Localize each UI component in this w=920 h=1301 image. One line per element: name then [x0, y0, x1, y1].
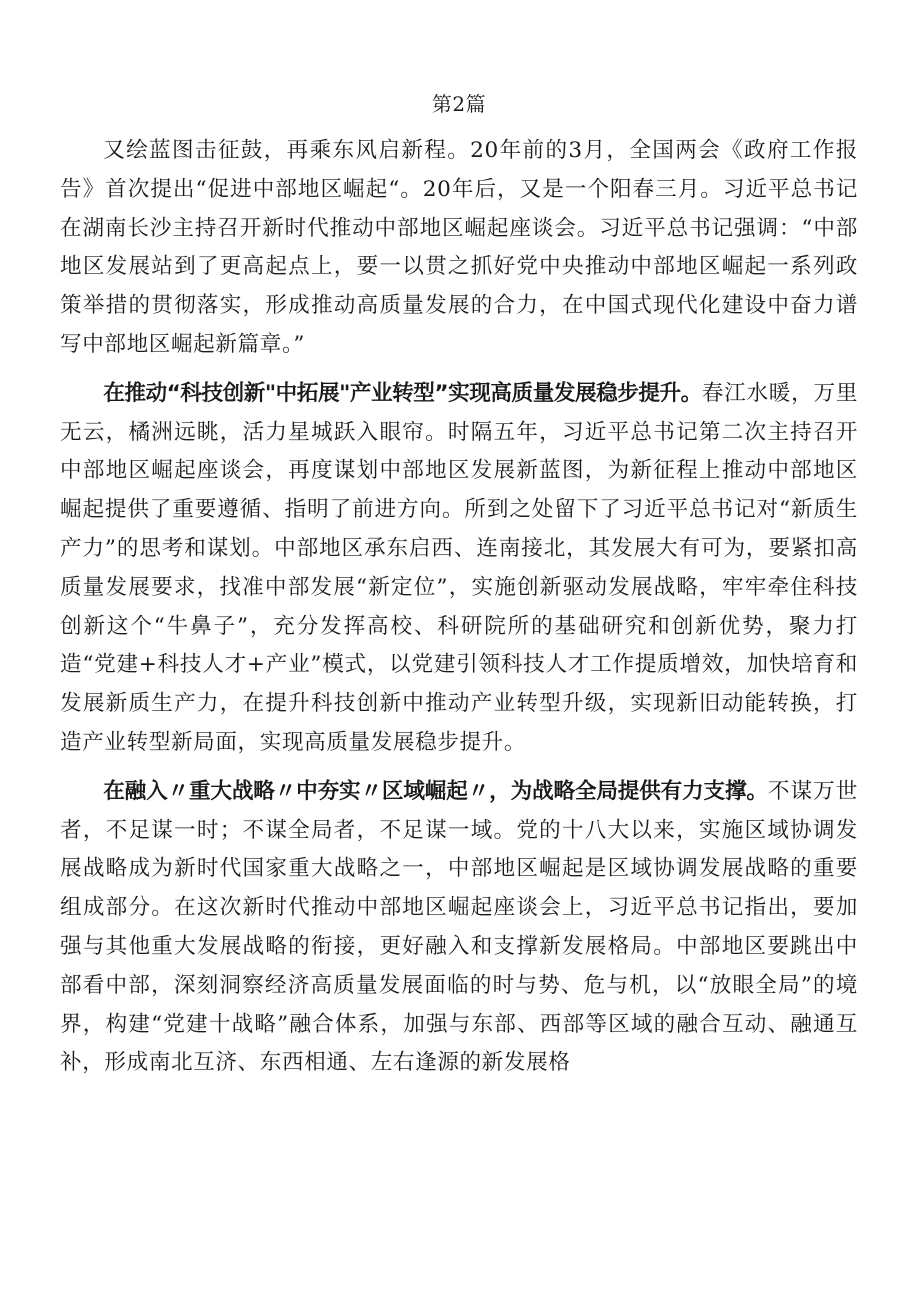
paragraph-tech-innovation-heading: 在推动“科技创新"中拓展"产业转型”实现高质量发展稳步提升。 [103, 380, 702, 406]
paragraph-regional-strategy-text: 不谋万世者，不足谋一时；不谋全局者，不足谋一域。党的十八大以来，实施区域协调发展战略成为新时代国家重大战略之一，中部地区崛起是区域协调发展战略的重要组成部分。在这次新时代推动中部地区崛起座谈会上，习近平总书记指出，要加强与其他重大发展战略的衔接，更好融入和支撑新发展格局。中部地区要跳出中部看中部，深刻洞察经济高质量发展面临的时与势、危与机，以“放眼全局”的境界，构建“党建十战略”融合体系，加强与东部、西部等区域的融合互动、融通互补，形成南北互济、东西相通、左右逢源的新发展格 [60, 778, 858, 1076]
paragraph-regional-strategy [60, 773, 858, 1083]
document-title: 第2篇 [431, 92, 487, 116]
paragraph-intro-text: 又绘蓝图击征鼓，再乘东风启新程。20年前的3月，全国两会《政府工作报告》首次提出“促进中部地区崛起“。20年后，又是一个阳春三月。习近平总书记在湖南长沙主持召开新时代推动中部地区崛起座谈会。习近平总书记强调：“中部地区发展站到了更高起点上，要一以贯之抓好党中央推动中部地区崛起一系列政策举措的贯彻落实，形成推动高质量发展的合力，在中国式现代化建设中奋力谱写中部地区崛起新篇章。” [60, 138, 858, 357]
paragraph-intro [60, 132, 858, 365]
paragraph-tech-innovation [60, 375, 858, 763]
paragraph-tech-innovation-text: 春江水暖，万里无云，橘洲远眺，活力星城跃入眼帘。时隔五年，习近平总书记第二次主持召开中部地区崛起座谈会，再度谋划中部地区发展新蓝图，为新征程上推动中部地区崛起提供了重要遵循、指明了前进方向。所到之处留下了习近平总书记对“新质生产力”的思考和谋划。中部地区承东启西、连南接北，其发展大有可为，要紧扣高质量发展要求，找准中部发展“新定位”，实施创新驱动发展战略，牢牢牵住科技创新这个“牛鼻子”，充分发挥高校、科研院所的基础研究和创新优势，聚力打造“党建+科技人才+产业”模式，以党建引领科技人才工作提质增效，加快培育和发展新质生产力，在提升科技创新中推动产业转型升级，实现新旧动能转换，打造产业转型新局面，实现高质量发展稳步提升。 [60, 380, 859, 755]
paragraph-regional-strategy-heading: 在融入〃重大战略〃中夯实〃区域崛起〃，为战略全局提供有力支撑。 [103, 778, 768, 804]
